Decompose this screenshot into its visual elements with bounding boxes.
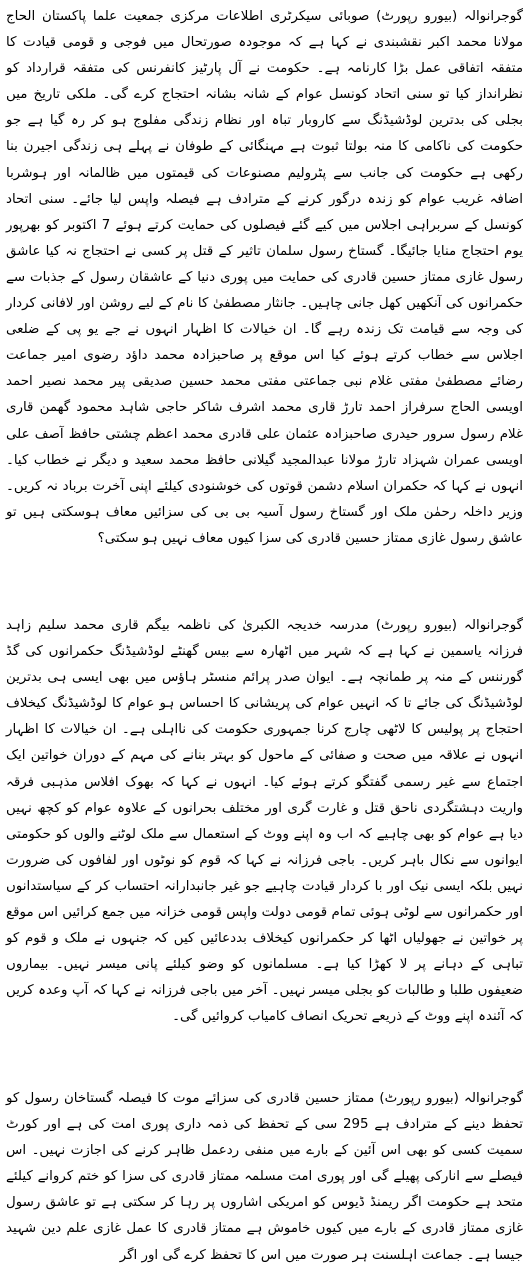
article-dateline: گوجرانوالہ (بیورو رپورٹ): [375, 618, 524, 633]
article-body: مدرسہ خدیجہ الکبریٰ کی ناظمہ بیگم قاری محمد سلیم زاہد فرزانہ یاسمین نے کہا ہے کہ شہر میں اٹھارہ سے بیس گھنٹے لوڈشیڈنگ حکمرانوں کی گڈ گورننس کے منہ پر طمانچہ ہے۔ ایوان صدر پرائم منسٹر ہاؤس میں بھی ایسی ہی بدترین لوڈشیڈنگ کی جائے تا کہ انہیں عوام کی پریشانی کا احساس ہو عوام کا لوڈشیڈنگ کیخلاف احتجاج پر پولیس کا لاٹھی چارج کرنا جمہوری حکومت کی نااہلی ہے۔ ان خیالات کا اظہار انہوں نے علاقہ میں صحت و صفائی کے ماحول کو بہتر بنانے کی مہم کے دوران خواتین ایک اجتماع سے غیر رسمی گفتگو کرتے ہوئے کیا۔ انہوں نے کہا کہ بھوک افلاس مذہبی فرقہ واریت دہشتگردی ناحق قتل و غارت گری اور مختلف بحرانوں کے علاوہ عوام کو کچھ نہیں دیا ہے عوام کو بھی چاہیے کہ اب وہ اپنے ووٹ کے استعمال سے ملک لوٹنے والوں کو حکومتی ایوانوں سے نکال باہر کریں۔ باجی فرزانہ نے کہا کہ قوم کو نوٹوں اور لفافوں کی ضرورت نہیں بلکہ ایسی نیک اور با کردار قیادت چاہیے جو غیر جانبدارانہ احتساب کر کے سیاستدانوں اور حکمرانوں سے لوٹی ہوئی تمام قومی دولت واپس قومی خزانہ میں جمع کرائیں اس موقع پر خواتین نے جھولیاں اٹھا کر حکمرانوں کیخلاف بددعائیں کیں کہ جنہوں نے ملک و قوم کو تباہی کے دہانے پر لا کھڑا کیا ہے۔ مسلمانوں کو وضو کیلئے پانی میسر نہیں۔ بیماروں ضعیفوں طلبا و طالبات کو بجلی میسر نہیں۔ آخر میں باجی فرزانہ نے کہا کہ آپ وعدہ کریں کہ آئندہ اپنے ووٹ کے ذریعے تحریک انصاف کامیاب کروائیں گی۔: [6, 618, 523, 1025]
article-body: ممتاز حسین قادری کی سزائے موت کا فیصلہ گستاخان رسول کو تحفظ دینے کے مترادف ہے 295 سی کے تحفظ کی ذمہ داری پوری امت کی ہے اور کورٹ سمیت کسی کو بھی اس آئین کے بارے میں منفی ردعمل ظاہر کرنے کی اجازت نہیں۔ اس فیصلے سے انارکی پھیلے گی اور پوری امت مسلمہ ممتاز قادری کی سزا کو ختم کروانے کیلئے متحد ہے حکومت اگر ریمنڈ ڈیوس کو امریکی اشاروں پر رہا کر سکتی ہے تو عاشق رسول غازی ممتاز قادری کے بارے میں کیوں خاموش ہے ممتاز قادری کا عمل غازی علم دین شہید جیسا ہے۔ جماعت اہلسنت ہر صورت میں اس کا تحفظ کرے گی اور اگر: [6, 1091, 523, 1263]
article-dateline: گوجرانوالہ (بیورو رپورٹ): [379, 1091, 523, 1106]
article-paragraph: [6, 4, 523, 552]
news-article: [6, 4, 523, 552]
article-paragraph: [6, 1086, 523, 1269]
news-article: [6, 613, 523, 1031]
article-dateline: گوجرانوالہ (بیورو رپورٹ): [376, 9, 524, 24]
news-article: [6, 1086, 523, 1269]
article-body: صوبائی سیکرٹری اطلاعات مرکزی جمعیت علما پاکستان الحاج مولانا محمد اکبر نقشبندی نے کہا ہے کہ موجودہ صورتحال میں فوجی و قومی قیادت کا متفقہ اتفاقی عمل بڑا کارنامہ ہے۔ حکومت نے آل پارٹیز کانفرنس کی متفقہ قرارداد کو نظرانداز کیا تو سنی اتحاد کونسل عوام کے شانہ بشانہ احتجاج کرے گی۔ ملکی تاریخ میں بجلی کی بدترین لوڈشیڈنگ سے کاروبار تباہ اور نظام زندگی مفلوج ہو کر رہ گیا ہے جو حکومت کی ناکامی کا منہ بولتا ثبوت ہے مہنگائی کے طوفان نے پہلے ہی زندگی اجیرن بنا رکھی ہے حکومت کی جانب سے پٹرولیم مصنوعات کی قیمتوں میں ظالمانہ اور ہوشربا اضافہ غریب عوام کو زندہ درگور کرنے کے مترادف ہے فیصلہ واپس لیا جائے۔ سنی اتحاد کونسل کے سربراہی اجلاس میں کیے گئے فیصلوں کی حمایت کرتے ہوئے 7 اکتوبر کو بھرپور یوم احتجاج منایا جائیگا۔ گستاخ رسول سلمان تاثیر کے قتل پر کسی نے احتجاج نہ کیا عاشق رسول غازی ممتاز حسین قادری کی حمایت میں پوری دنیا کے عاشقان رسول کے جذبات سے حکمرانوں کی آنکھیں کھل جانی چاہیں۔ جانثار مصطفیٰ کا نام کے لیے روشن اور لافانی کردار کی وجہ سے قیامت تک زندہ رہے گا۔ ان خیالات کا اظہار انہوں نے جے یو پی کے ضلعی اجلاس سے خطاب کرتے ہوئے کیا اس موقع پر صاحبزادہ محمد داؤد رضوی امیر جماعت رضائے مصطفیٰ مفتی غلام نبی جماعتی مفتی محمد حسین صدیقی پیر محمد نصیر احمد اویسی الحاج سرفراز احمد تارڑ قاری محمد اشرف شاکر حاجی شاہد محمود گھمن قاری غلام رسول سرور حیدری صاحبزادہ عثمان علی قادری محمد اعظم چشتی حافظ آصف علی اویسی عمران شہزاد تارڑ مولانا عبدالمجید گیلانی حافظ محمد سعید و دیگر نے خطاب کیا۔ انہوں نے کہا کہ حکمران اسلام دشمن قوتوں کی خوشنودی کیلئے اپنی آخرت برباد نہ کریں۔ وزیر داخلہ رحمٰن ملک اور گستاخ رسول آسیہ بی بی کی سزائیں معاف ہوسکتی ہیں تو عاشق رسول غازی ممتاز حسین قادری کی سزا کیوں معاف نہیں ہو سکتی؟: [6, 9, 523, 546]
article-paragraph: [6, 613, 523, 1031]
